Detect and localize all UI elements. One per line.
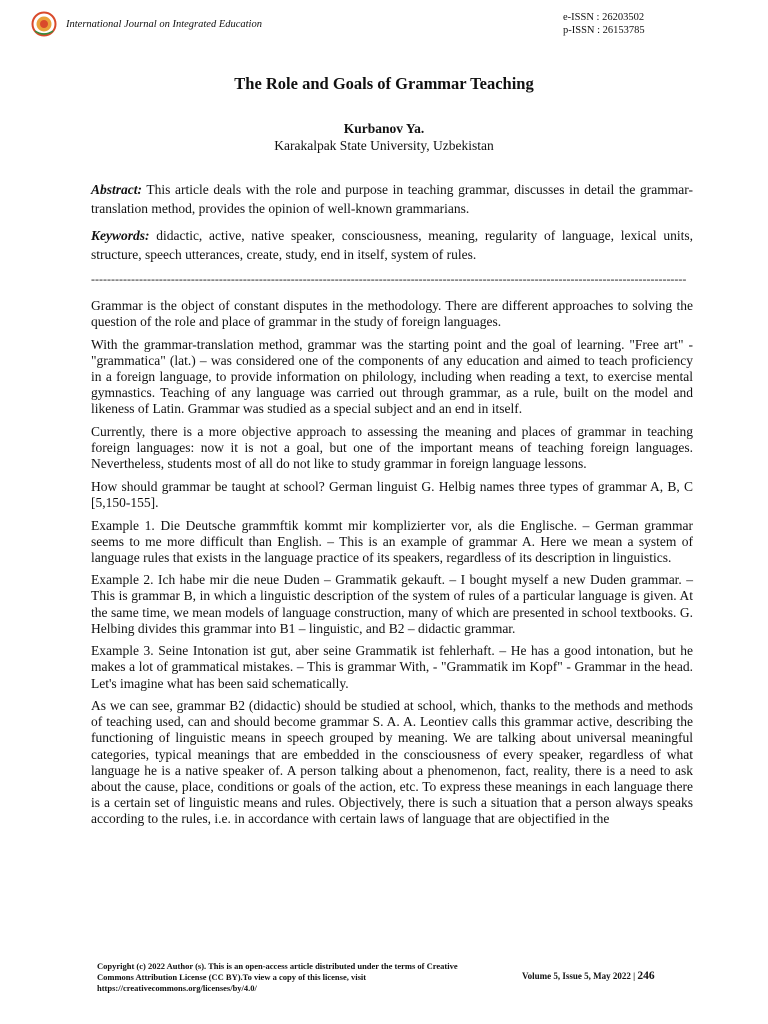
volume-issue: Volume 5, Issue 5, May 2022 | [522, 971, 636, 981]
journal-name: International Journal on Integrated Education [66, 19, 262, 30]
paragraph: As we can see, grammar B2 (didactic) should be studied at school, which, thanks to the methods and methods of teaching used, can and should become grammar S. A. A. Leontiev calls this grammar active, describing the functioning of linguistic means in speech grouped by meaning. We are talking about universal meaningful categories, typical meanings that are embedded in the consciousness of every speaker, regardless of what language he is a native speaker of. A person talking about a phenomenon, fact, reality, there is a need to ask about the cause, place, conditions or goals of the action, etc. To express these meanings in each language there is a certain set of linguistic means and rules. Objectively, there is such a situation that a person always speaks according to the rules, i.e. in accordance with certain laws of language that are objectified in the [91, 698, 693, 826]
abstract-label: Abstract: [91, 182, 143, 197]
keywords-label: Keywords: [91, 228, 150, 243]
article-title: The Role and Goals of Grammar Teaching [234, 74, 534, 93]
paragraph: Example 2. Ich habe mir die neue Duden – Grammatik gekauft. – I bought myself a new Duden grammar. – This is grammar B, in which a linguistic description of the system of rules of a particular language is given. At the same time, we mean models of language construction, many of which are presented in school textbooks. G. Helbing divides this grammar into B1 – linguistic, and B2 – didactic grammar. [91, 572, 693, 636]
paragraph: Example 3. Seine Intonation ist gut, aber seine Grammatik ist fehlerhaft. – He has a good intonation, but he makes a lot of grammatical mistakes. – This is grammar With, - "Grammatik im Kopf" - Grammar in the head. Let's imagine what has been said schematically. [91, 643, 693, 691]
page-number: 246 [637, 970, 655, 982]
volume-info [522, 970, 655, 982]
author-name: Kurbanov Ya. [343, 121, 425, 136]
paragraph: Example 1. Die Deutsche grammftik kommt mir komplizierter vor, als die Englische. – German grammar seems to me more difficult than English. – This is an example of grammar A. Here we mean a system of language rules that exists in the language practice of its speakers, regardless of its description in linguistics. [91, 517, 693, 565]
page-header [0, 0, 768, 48]
paragraph: With the grammar-translation method, grammar was the starting point and the goal of learning. "Free art" - "grammatica" (lat.) – was considered one of the components of any education and aimed to teach proficiency in a foreign language, to provide information on philology, including when reading a text, to exercise mental gymnastics. Teaching of any language was carried out through grammar, as a rule, built on the model and likeness of Latin. Grammar was studied as a special subject and an end in itself. [91, 336, 693, 417]
abstract [91, 180, 693, 218]
section-divider: ----------------------------------------------------------------------------------------------------------------------------------------------------- [91, 272, 687, 286]
paragraph: How should grammar be taught at school? German linguist G. Helbig names three types of grammar A, B, C [5,150-155]. [91, 478, 693, 510]
copyright-notice: Copyright (c) 2022 Author (s). This is an open-access article distributed under the terms of Creative Commons Attribution License (CC BY).To view a copy of this license, visit https://creativecommons.org/licenses/by/4.0/ [97, 961, 458, 993]
pissn: p-ISSN : 26153785 [563, 25, 645, 36]
keywords-text: didactic, active, native speaker, consciousness, meaning, regularity of language, lexical units, structure, speech utterances, create, study, end in itself, system of rules. [91, 228, 694, 262]
eissn: e-ISSN : 26203502 [563, 12, 645, 23]
paragraph: Grammar is the object of constant disputes in the methodology. There are different approaches to solving the question of the role and place of grammar in the study of foreign languages. [91, 298, 693, 330]
article-body [91, 298, 693, 834]
abstract-text: This article deals with the role and purpose in teaching grammar, discusses in detail the grammar-translation method, provides the opinion of well-known grammarians. [91, 182, 693, 216]
author-affiliation: Karakalpak State University, Uzbekistan [274, 138, 494, 153]
paragraph: Currently, there is a more objective approach to assessing the meaning and places of grammar in teaching foreign languages: now it is not a goal, but one of the important means of teaching foreign languages. Nevertheless, students most of all do not like to study grammar in foreign language lessons. [91, 423, 693, 472]
issn-block [563, 11, 645, 37]
keywords [91, 226, 693, 264]
journal-logo-icon [31, 11, 57, 37]
